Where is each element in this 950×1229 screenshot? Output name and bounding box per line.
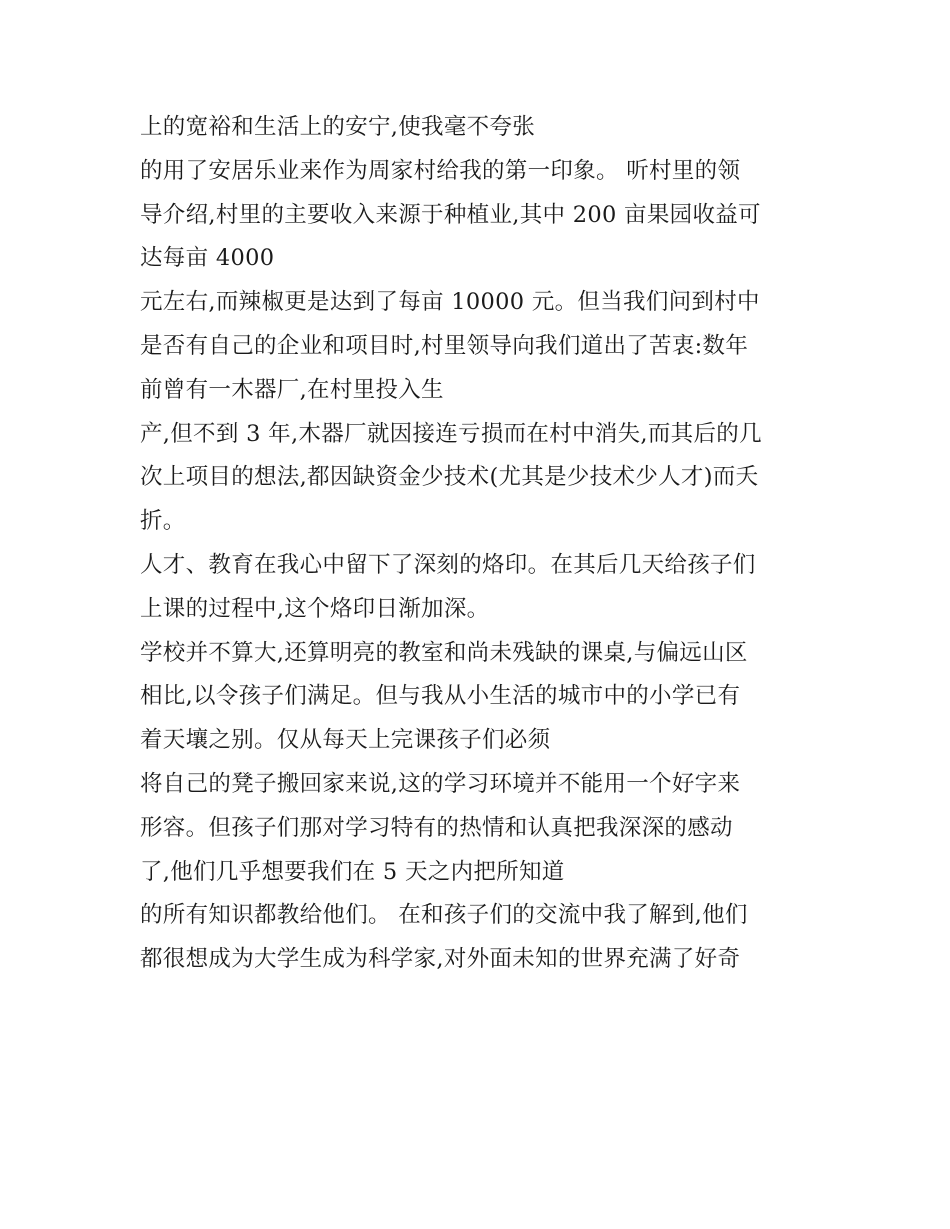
text-line: 前曾有一木器厂,在村里投入生	[140, 376, 444, 403]
text-line: 的所有知识都教给他们。 在和孩子们的交流中我了解到,他们	[140, 902, 748, 929]
text-line: 上课的过程中,这个烙印日渐加深。	[140, 595, 490, 622]
text-line: 人才、教育在我心中留下了深刻的烙印。在其后几天给孩子们	[140, 551, 756, 578]
text-line: 次上项目的想法,都因缺资金少技术(尤其是少技术少人才)而夭	[140, 464, 759, 491]
text-line: 相比,以令孩子们满足。但与我从小生活的城市中的小学已有	[140, 683, 741, 710]
text-line: 折。	[140, 508, 186, 535]
text-line: 元左右,而辣椒更是达到了每亩 10000 元。但当我们问到村中	[140, 289, 760, 316]
body-text	[140, 106, 830, 982]
text-line: 产,但不到 3 年,木器厂就因接连亏损而在村中消失,而其后的几	[140, 420, 762, 447]
text-line: 上的宽裕和生活上的安宁,使我毫不夸张	[140, 114, 536, 140]
text-line: 的用了安居乐业来作为周家村给我的第一印象。 听村里的领	[140, 157, 741, 184]
text-line: 导介绍,村里的主要收入来源于种植业,其中 200 亩果园收益可	[140, 201, 761, 228]
text-line: 了,他们几乎想要我们在 5 天之内把所知道	[140, 858, 565, 885]
text-line: 达每亩 4000	[140, 245, 275, 272]
text-line: 着天壤之别。仅从每天上完课孩子们必须	[140, 727, 551, 754]
text-line: 学校并不算大,还算明亮的教室和尚未残缺的课桌,与偏远山区	[140, 639, 748, 666]
text-line: 形容。但孩子们那对学习特有的热情和认真把我深深的感动	[140, 814, 733, 841]
text-line: 都很想成为大学生成为科学家,对外面未知的世界充满了好奇	[140, 946, 741, 973]
text-line: 将自己的凳子搬回家来说,这的学习环境并不能用一个好字来	[140, 770, 741, 797]
text-line: 是否有自己的企业和项目时,村里领导向我们道出了苦衷:数年	[140, 332, 749, 359]
